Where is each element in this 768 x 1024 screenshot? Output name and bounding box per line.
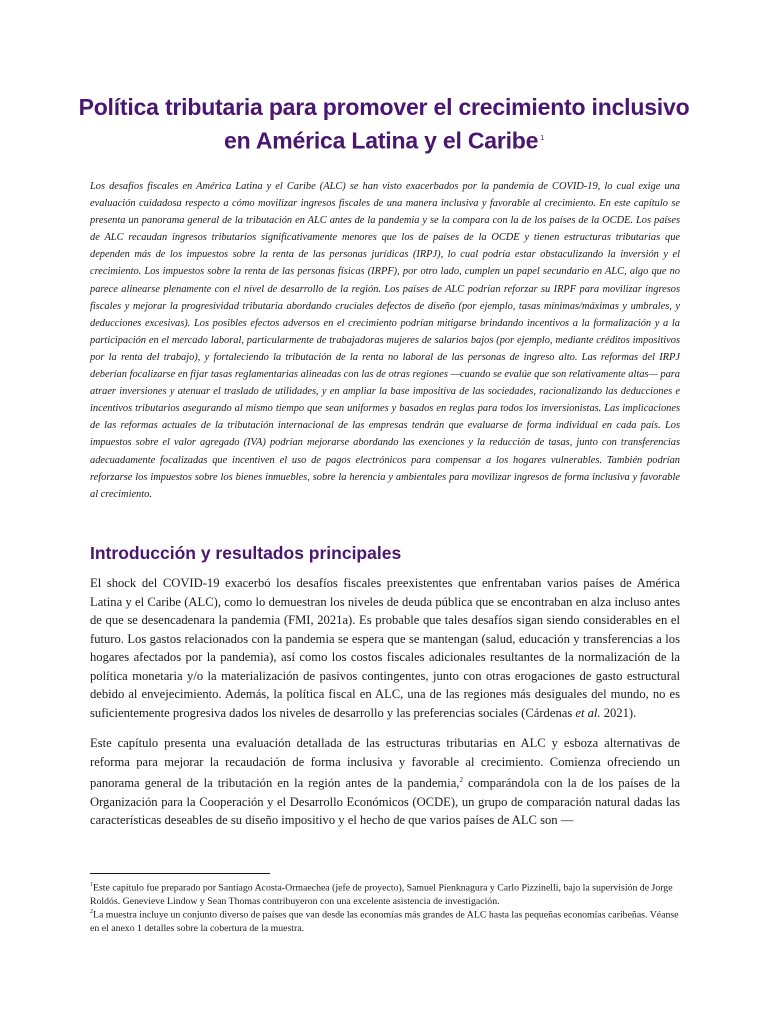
chapter-title	[70, 92, 698, 157]
paragraph-1-end: 2021).	[600, 705, 637, 720]
body-paragraph-1	[90, 574, 680, 722]
paragraph-2-text: Este capítulo presenta una evaluación detallada de las estructuras tributarias en ALC y esboza alternativas de reforma para mejorar la recaudación de forma inclusiva y favorable al crecimiento. Comienza ofreciendo un panorama general de la tributación en la región antes de la pandemia,	[90, 736, 680, 791]
title-footnote-mark: 1	[540, 135, 544, 142]
footnote-2-text: La muestra incluye un conjunto diverso de países que van desde las economías más grandes de ALC hasta las pequeñas economías caribeñas. Véanse en el anexo 1 detalles sobre la cobertura de la muestra.	[90, 909, 679, 934]
footnote-1	[90, 879, 680, 908]
chapter-abstract: Los desafíos fiscales en América Latina y el Caribe (ALC) se han visto exacerbados por la pandemia de COVID-19, lo cual exige una evaluación cuidadosa respecto a cómo movilizar ingresos fiscales de una manera inclusiva y favorable al crecimiento. En este capítulo se presenta un panorama general de la tributación en ALC antes de la pandemia y se la compara con la de los países de la OCDE. Los países de ALC recaudan ingresos tributarios significativamente menores que los de países de la OCDE y tienen estructuras tributarias que dependen más de los impuestos sobre la renta de las personas jurídicas (IRPJ), lo cual podría estar obstaculizando la inversión y el crecimiento. Los impuestos sobre la renta de las personas físicas (IRPF), por otro lado, cumplen un papel secundario en ALC, algo que no parece alinearse plenamente con el nivel de desarrollo de la región. Los países de ALC podrían reforzar su IRPF para movilizar ingresos fiscales y mejorar la progresividad tributaria abordando cruciales defectos de diseño (por ejemplo, tasas mínimas/máximas y umbrales, y deducciones excesivas). Los posibles efectos adversos en el crecimiento podrían mitigarse brindando incentivos a la formalización y a la participación en el mercado laboral, particularmente de trabajadoras mujeres de salarios bajos (por ejemplo, mediante créditos impositivos por la renta del trabajo), y fortaleciendo la tributación de la renta no laboral de las personas de ingreso alto. Las reformas del IRPJ deberían focalizarse en fijar tasas reglamentarias alineadas con las de otras regiones —cuando se evalúe que son relativamente altas— para atraer inversiones y atenuar el traslado de utilidades, y en ampliar la base impositiva de las sociedades, racionalizando las deducciones e incentivos tributarios asegurando al mismo tiempo que sean uniformes y basados en reglas para todos los inversionistas. Las implicaciones de las reformas actuales de la tributación internacional de las empresas tendrán que evaluarse de forma individual en cada país. Los impuestos sobre el valor agregado (IVA) podrían mejorarse abordando las exenciones y la reducción de tasas, junto con transferencias adecuadamente focalizadas que incentiven el uso de pagos electrónicos para compensar a los hogares vulnerables. También podrían reforzarse los impuestos sobre los bienes inmuebles, sobre la herencia y ambientales para movilizar ingresos de forma inclusiva y favorable al crecimiento.	[90, 181, 680, 500]
footnote-2	[90, 906, 680, 935]
footnote-1-mark: 1	[90, 882, 93, 888]
footnote-1-text: Este capítulo fue preparado por Santiago Acosta-Ormaechea (jefe de proyecto), Samuel Pienknagura y Carlo Pizzinelli, bajo la supervisión de Jorge Roldós. Genevieve Lindow y Sean Thomas contribuyeron con una excelente asistencia de investigación.	[90, 882, 673, 907]
section-heading: Introducción y resultados principales	[90, 543, 402, 563]
footnote-2-mark: 2	[90, 909, 93, 915]
paragraph-1-italic: et al.	[575, 705, 601, 720]
paragraph-2-footnote-mark: 2	[459, 776, 463, 784]
paragraph-2-end: comparándola con la de los países de la Organización para la Cooperación y el Desarrollo Económicos (OCDE), un grupo de comparación natural dadas las características deseables de su diseño impositivo y el hecho de que varios países de ALC son —	[90, 776, 680, 828]
chapter-title-text: Política tributaria para promover el crecimiento inclusivo en América Latina y el Caribe	[78, 94, 690, 154]
body-paragraph-2	[90, 734, 680, 830]
paragraph-1-text: El shock del COVID-19 exacerbó los desafíos fiscales preexistentes que enfrentaban varios países de América Latina y el Caribe (ALC), como lo demuestran los niveles de deuda pública que se encontraban en alza incluso antes de que se desencadenara la pandemia (FMI, 2021a). Es probable que tales desafíos sigan siendo considerables en el futuro. Los gastos relacionados con la pandemia se espera que se mantengan (salud, educación y transferencias a los hogares afectados por la pandemia), así como los costos fiscales adicionales resultantes de la normalización de la política monetaria y/o la materialización de pasivos contingentes, junto con otras erogaciones de gasto estructural debido al envejecimiento. Además, la política fiscal en ALC, una de las regiones más desiguales del mundo, no es suficientemente progresiva dados los niveles de desarrollo y las preferencias sociales (Cárdenas	[90, 576, 680, 720]
footnote-divider	[90, 873, 270, 874]
